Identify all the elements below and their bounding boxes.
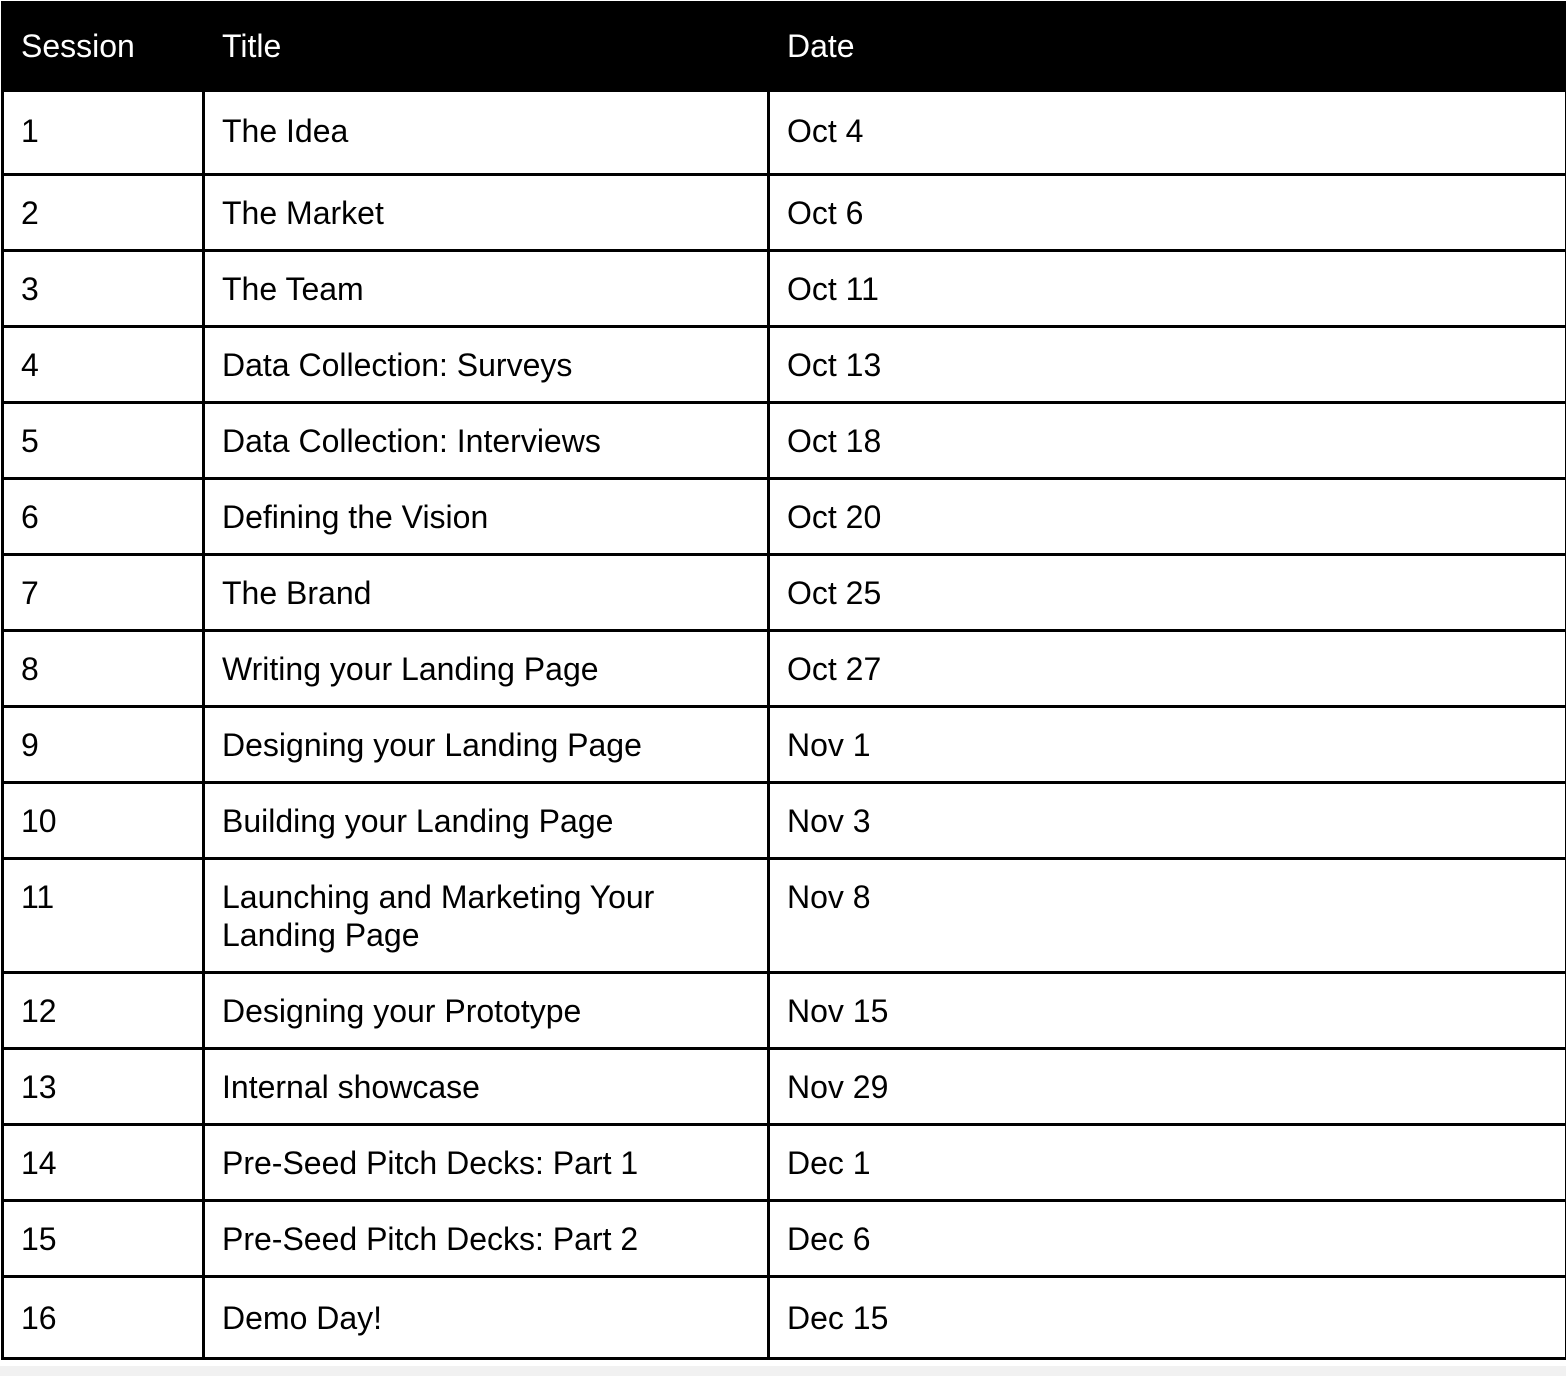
session-number: 7 (3, 555, 204, 631)
session-number: 11 (3, 859, 204, 973)
table-row (3, 859, 1566, 973)
session-date: Nov 29 (769, 1049, 1566, 1125)
session-number: 10 (3, 783, 204, 859)
session-date: Nov 1 (769, 707, 1566, 783)
session-title: Internal showcase (204, 1049, 769, 1125)
table-body (3, 91, 1566, 1359)
table-row (3, 91, 1566, 175)
table-header (3, 3, 1566, 91)
session-date: Oct 27 (769, 631, 1566, 707)
session-title: Writing your Landing Page (204, 631, 769, 707)
session-date: Dec 1 (769, 1125, 1566, 1201)
table-row (3, 251, 1566, 327)
header-row (3, 3, 1566, 91)
table-row (3, 1277, 1566, 1359)
table-row (3, 631, 1566, 707)
header-date: Date (769, 3, 1566, 91)
header-session: Session (3, 3, 204, 91)
session-number: 12 (3, 973, 204, 1049)
session-title: Designing your Landing Page (204, 707, 769, 783)
session-number: 16 (3, 1277, 204, 1359)
session-date: Oct 4 (769, 91, 1566, 175)
session-title: Data Collection: Surveys (204, 327, 769, 403)
session-number: 8 (3, 631, 204, 707)
session-date: Oct 13 (769, 327, 1566, 403)
session-date: Oct 25 (769, 555, 1566, 631)
session-date: Nov 3 (769, 783, 1566, 859)
session-number: 9 (3, 707, 204, 783)
session-title: The Team (204, 251, 769, 327)
session-date: Dec 6 (769, 1201, 1566, 1277)
session-title: The Market (204, 175, 769, 251)
session-number: 4 (3, 327, 204, 403)
table-row (3, 479, 1566, 555)
session-number: 2 (3, 175, 204, 251)
session-number: 1 (3, 91, 204, 175)
session-title: Building your Landing Page (204, 783, 769, 859)
session-date: Dec 15 (769, 1277, 1566, 1359)
table-row (3, 973, 1566, 1049)
session-date: Oct 6 (769, 175, 1566, 251)
session-title: Demo Day! (204, 1277, 769, 1359)
session-date: Oct 20 (769, 479, 1566, 555)
session-number: 13 (3, 1049, 204, 1125)
session-number: 6 (3, 479, 204, 555)
header-title: Title (204, 3, 769, 91)
table-row (3, 327, 1566, 403)
table-row (3, 707, 1566, 783)
table-row (3, 783, 1566, 859)
session-number: 15 (3, 1201, 204, 1277)
table-row (3, 175, 1566, 251)
table-row (3, 555, 1566, 631)
session-date: Oct 18 (769, 403, 1566, 479)
table-row (3, 403, 1566, 479)
session-title: The Idea (204, 91, 769, 175)
session-date: Nov 8 (769, 859, 1566, 973)
session-title: Launching and Marketing Your Landing Page (204, 859, 769, 973)
page-bottom-edge (0, 1366, 1566, 1376)
table-row (3, 1125, 1566, 1201)
session-date: Nov 15 (769, 973, 1566, 1049)
table-row (3, 1049, 1566, 1125)
session-title: Defining the Vision (204, 479, 769, 555)
session-number: 14 (3, 1125, 204, 1201)
session-title: Data Collection: Interviews (204, 403, 769, 479)
session-number: 3 (3, 251, 204, 327)
session-title: The Brand (204, 555, 769, 631)
session-title: Designing your Prototype (204, 973, 769, 1049)
session-title: Pre-Seed Pitch Decks: Part 2 (204, 1201, 769, 1277)
session-number: 5 (3, 403, 204, 479)
session-date: Oct 11 (769, 251, 1566, 327)
session-schedule-table (1, 1, 1566, 1360)
session-title: Pre-Seed Pitch Decks: Part 1 (204, 1125, 769, 1201)
table-row (3, 1201, 1566, 1277)
